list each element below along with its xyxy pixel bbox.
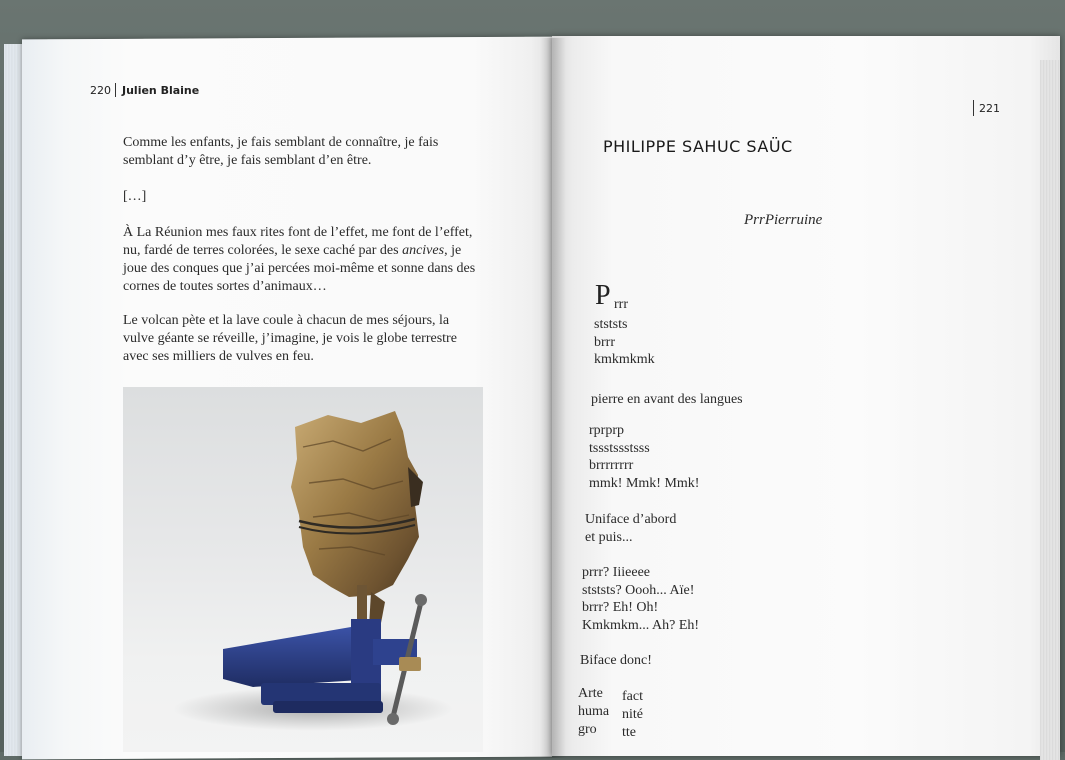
paragraph-3-part-a: À La Réunion mes faux rites font de l’effet, me font de l’effet, nu, fardé de terres colorées, le sexe caché par des [123, 225, 473, 258]
poem-line: Arte [578, 686, 603, 701]
running-author: Julien Blaine [122, 84, 200, 97]
paragraph-3 [123, 224, 483, 296]
poem-line: brrr [594, 334, 615, 350]
drop-initial: P [595, 280, 611, 311]
page-number-right: 221 [979, 102, 1000, 115]
header-rule-right [973, 100, 974, 116]
header-rule-left [115, 83, 116, 97]
right-running-header [973, 100, 1000, 116]
poem-line: brrrrrrrr [589, 458, 634, 473]
poem-line: Kmkmkm... Ah? Eh! [582, 617, 700, 633]
poem-line: mmk! Mmk! Mmk! [589, 475, 700, 491]
poem-line: prrr? Iiieeee [582, 565, 650, 580]
poem-line: nité [622, 707, 643, 722]
poem-line: fact [622, 689, 643, 704]
paragraph-3-part-b: , je joue des conques que j’ai percées moi-même et sonne dans des cornes de toutes sortes d’animaux… [123, 243, 476, 294]
left-running-header [90, 83, 199, 97]
poem-line: huma [578, 704, 610, 719]
page-number-left: 220 [90, 84, 111, 97]
paragraph-1: Comme les enfants, je fais semblant de connaître, je fais semblant d’y être, je fais semblant d’en être. [123, 135, 439, 168]
poem-line: stststs [594, 317, 628, 332]
stanza-5 [582, 564, 699, 634]
stanza-1 [594, 316, 655, 369]
poem-line: tssstssstsss [589, 440, 650, 456]
poem-line: brrr? Eh! Oh! [582, 600, 659, 615]
poem-line: rprprp [589, 423, 624, 438]
author-title: PHILIPPE SAHUC SAÜC [603, 137, 793, 156]
poem-line: kmkmkmk [594, 352, 655, 367]
poem-line: et puis... [585, 529, 633, 545]
stanza-2 [591, 391, 743, 409]
poem-title: PrrPierruine [744, 212, 823, 228]
drop-initial-rest: rrr [614, 297, 628, 312]
poem-line: Biface donc! [580, 653, 652, 668]
poem-line: stststs? Oooh... Aïe! [582, 582, 695, 598]
stanza-6 [580, 652, 652, 670]
paragraph-ellipsis: […] [123, 189, 147, 204]
stanza-3 [589, 422, 699, 492]
book-gutter [540, 38, 566, 758]
paragraph-3-italic: ancives [402, 243, 445, 258]
paragraph-4: Le volcan pète et la lave coule à chacun de mes séjours, la vulve géante se réveille, j’imagine, je vois le globe terrestre avec ses milliers de vulves en feu. [123, 313, 457, 364]
sculpture-in-vise-icon [123, 387, 483, 752]
poem-line: tte [622, 725, 636, 740]
right-page-edges [1040, 60, 1060, 760]
sculpture-photo [123, 387, 483, 752]
final-stanza-left-column [578, 685, 609, 739]
stanza-4 [585, 511, 676, 546]
poem-line: pierre en avant des langues [591, 392, 743, 407]
poem-line: gro [578, 722, 597, 737]
final-stanza-right-column [622, 688, 643, 742]
poem-line: Uniface d’abord [585, 512, 677, 527]
